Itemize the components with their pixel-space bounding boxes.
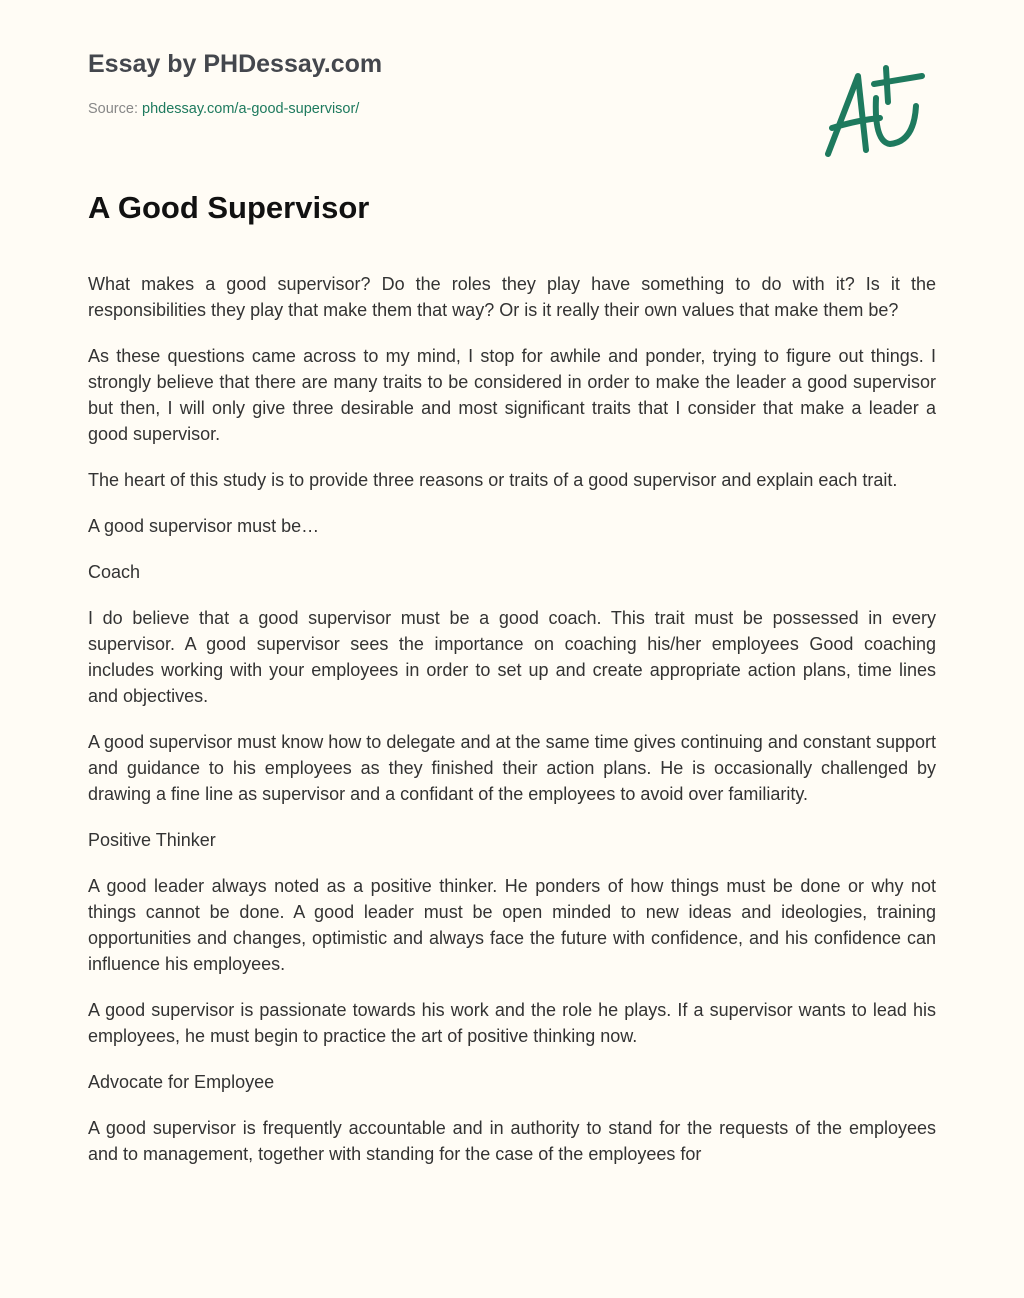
section-heading: Positive Thinker — [88, 830, 216, 850]
section-heading: Coach — [88, 562, 141, 582]
paragraph: The heart of this study is to provide three reasons or traits of a good supervisor and explain each trait. — [88, 470, 898, 490]
paragraph: A good supervisor is passionate towards his work and the role he plays. If a supervisor wants to lead his employees, he must begin to practice the art of positive thinking now. — [88, 1000, 936, 1046]
paragraph: A good supervisor must know how to delegate and at the same time gives continuing and constant support and guidance to his employees as they finished their action plans. He is occasionally challenged by drawing a fine line as supervisor and a confidant of the employees to avoid over familiarity. — [88, 732, 936, 804]
site-brand: Essay by PHDessay.com — [88, 50, 383, 78]
source-label: Source: — [88, 101, 142, 117]
paragraph: A good supervisor is frequently accountable and in authority to stand for the requests of the employees and to management, together with standing for the case of the employees for — [88, 1118, 936, 1164]
paragraph: A good leader always noted as a positive thinker. He ponders of how things must be done or why not things cannot be done. A good leader must be open minded to new ideas and ideologies, training opportunities and changes, optimistic and always face the future with confidence, and his confidence can influence his employees. — [88, 876, 936, 974]
section-heading: Advocate for Employee — [88, 1072, 275, 1092]
a-plus-logo-icon — [818, 62, 928, 162]
essay-body — [88, 271, 936, 1187]
paragraph: As these questions came across to my mind, I stop for awhile and ponder, trying to figure out things. I strongly believe that there are many traits to be considered in order to make the leader a good supervisor but then, I will only give three desirable and most significant traits that I consider that make a leader a good supervisor. — [88, 346, 936, 444]
paragraph: What makes a good supervisor? Do the roles they play have something to do with it? Is it the responsibilities they play that make them that way? Or is it really their own values that make them be? — [88, 274, 936, 320]
page-title: A Good Supervisor — [88, 190, 370, 225]
paragraph: A good supervisor must be… — [88, 516, 320, 536]
paragraph: I do believe that a good supervisor must be a good coach. This trait must be possessed in every supervisor. A good supervisor sees the importance on coaching his/her employees Good coaching includes working with your employees in order to set up and create appropriate action plans, time lines and objectives. — [88, 608, 936, 706]
source-line — [88, 101, 359, 117]
source-link[interactable]: phdessay.com/a-good-supervisor/ — [142, 101, 360, 117]
